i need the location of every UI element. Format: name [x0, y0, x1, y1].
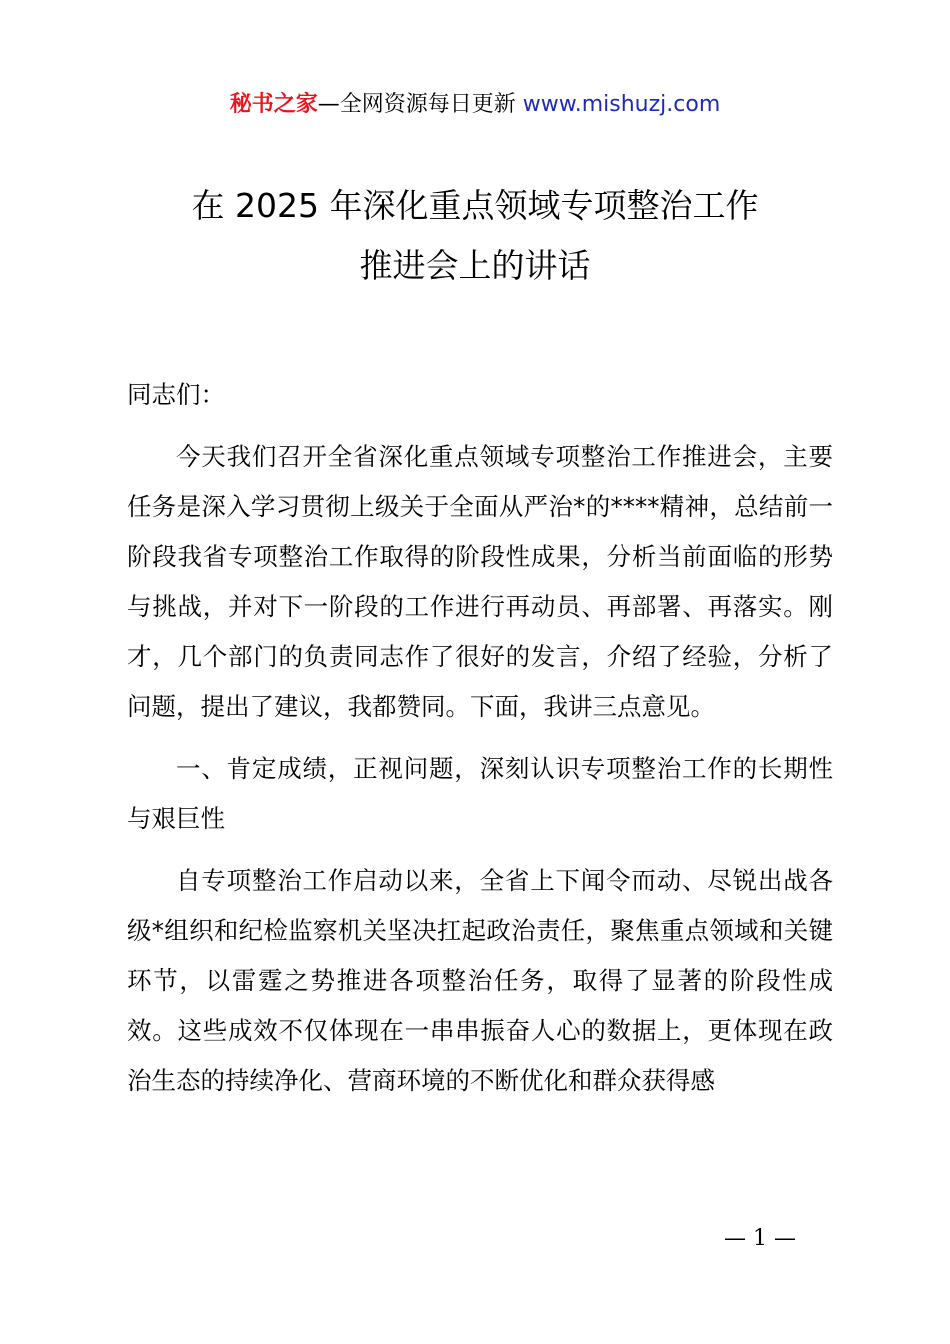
- document-title: [0, 180, 950, 292]
- title-line-2: 推进会上的讲话: [359, 246, 591, 285]
- header-banner: [0, 88, 950, 122]
- site-url-link[interactable]: www.mishuzj.com: [522, 92, 721, 117]
- brand-name: 秘书之家: [229, 92, 318, 117]
- paragraph-section-1: 自专项整治工作启动以来，全省上下闻令而动、尽锐出战各级*组织和纪检监察机关坚决扛起政治责任，聚焦重点领域和关键环节，以雷霆之势推进各项整治任务，取得了显著的阶段性成效。这些成效不仅体现在一串串振奋人心的数据上，更体现在政治生态的持续净化、营商环境的不断优化和群众获得感: [127, 866, 833, 1095]
- title-line-1: 在 2025 年深化重点领域专项整治工作: [191, 186, 759, 225]
- salutation: 同志们：: [127, 380, 225, 409]
- page-number: — 1 —: [724, 1226, 796, 1251]
- paragraph-intro: 今天我们召开全省深化重点领域专项整治工作推进会，主要任务是深入学习贯彻上级关于全面从严治*的****精神，总结前一阶段我省专项整治工作取得的阶段性成果，分析当前面临的形势与挑战，并对下一阶段的工作进行再动员、再部署、再落实。刚才，几个部门的负责同志作了很好的发言，介绍了经验，分析了问题，提出了建议，我都赞同。下面，我讲三点意见。: [127, 442, 833, 721]
- header-tagline: —全网资源每日更新: [317, 92, 523, 117]
- document-body: [127, 370, 833, 1106]
- section-heading-1: 一、肯定成绩，正视问题，深刻认识专项整治工作的长期性与艰巨性: [127, 754, 833, 833]
